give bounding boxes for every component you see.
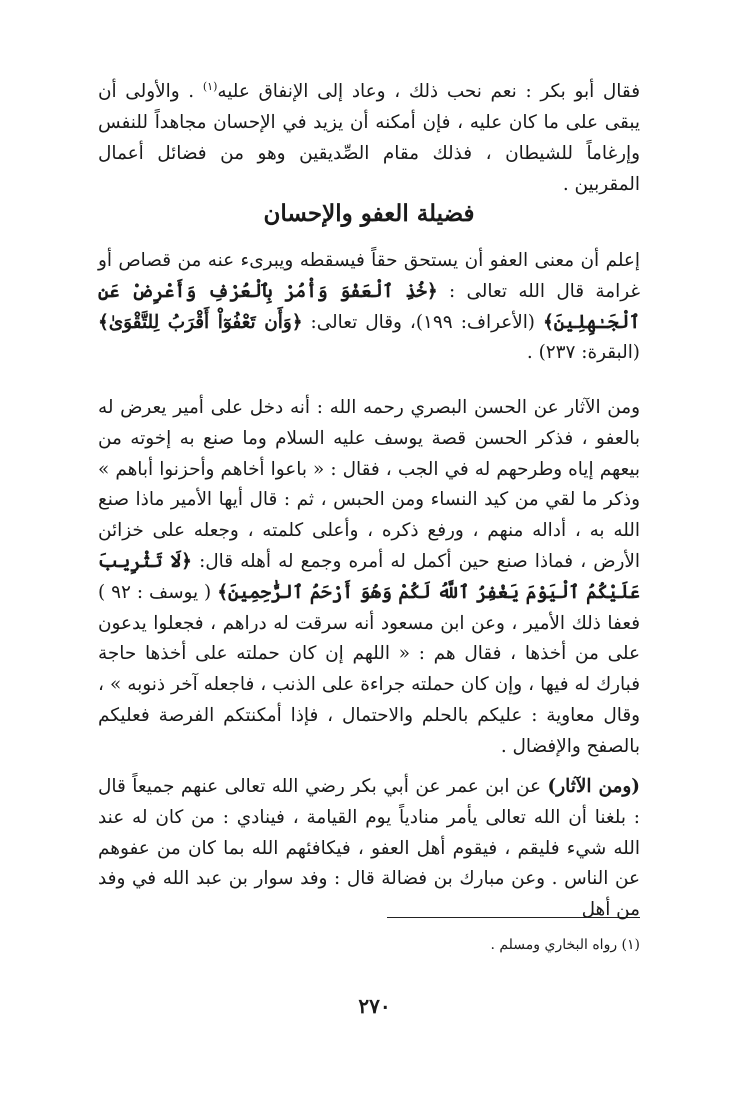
quran-verse-baqara: ﴿وَأَن تَعْفُوٓاْ أَقْرَبُ لِلتَّقْوَىٰ﴾ xyxy=(98,311,303,333)
athar-lead: (ومن الآثار) xyxy=(547,776,640,797)
quran-verse-yusuf: ﴿لَا تَثْرِيبَ عَلَيْكُمُ ٱلْيَوْمَ يَغْفِرُ ٱللَّهُ لَكُمْ وَهُوَ أَرْحَمُ ٱلرَّٰحِمِينَ﴾ xyxy=(98,550,640,603)
verse-reference-end: (البقرة: ٢٣٧) . xyxy=(526,342,640,364)
hasan-text-continued: ( يوسف : ٩٢ ) فعفا ذلك الأمير ، وعن ابن مسعود أنه سرقت له دراهم ، فجعلوا يدعون على من أخذها ، فقال هم : « اللهم إن كان حملته على أخذها حاجة فبارك له فيها ، وإن كان حملته جراءة على الذنب ، فاجعله آخر ذنوبه » ، وقال معاوية : عليكم بالحلم والاحتمال ، فإذا أمكنتكم الفرصة فعليكم بالصفح والإفضال . xyxy=(98,581,640,757)
intro-text-continued: . والأولى أن يبقى على ما كان عليه ، فإن أمكنه أن يزيد في الإحسان مجاهداً للنفس وإرغاماً للشيطان ، فذلك مقام الصِّديقين وهو من فضائل أعمال المقربين . xyxy=(98,81,640,195)
hasan-paragraph xyxy=(98,393,640,763)
athar-paragraph xyxy=(98,772,640,926)
footnote-divider xyxy=(387,917,640,918)
footnote: (١) رواه البخاري ومسلم . xyxy=(490,937,640,953)
intro-text: فقال أبو بكر : نعم نحب ذلك ، وعاد إلى الإنفاق عليه xyxy=(217,81,640,103)
page-number: ٢٧٠ xyxy=(358,994,391,1018)
section-heading: فضيلة العفو والإحسان xyxy=(263,200,475,227)
intro-paragraph xyxy=(98,72,640,200)
verse-reference-text: (الأعراف: ١٩٩)، وقال تعالى: xyxy=(302,311,543,333)
quran-verse-araf: ﴿خُذِ ٱلْعَفْوَ وَأْمُرْ بِٱلْعُرْفِ وَأَعْرِضْ عَنِ ٱلْجَـٰهِلِينَ﴾ xyxy=(98,280,640,333)
athar-text: عن ابن عمر عن أبي بكر رضي الله تعالى عنهم جميعاً قال : بلغنا أن الله تعالى يأمر منادياً يوم القيامة ، فينادي : من كان له عند الله شيء فليقم ، فيقوم أهل العفو ، فيكافئهم الله بما كان من عفوهم عن الناس . وعن مبارك بن فضالة قال : وفد سوار بن عبد الله في وفد من أهل xyxy=(98,776,640,921)
definition-text: إعلم أن معنى العفو أن يستحق حقاً فيسقطه ويبرىء عنه من قصاص أو غرامة قال الله تعالى : xyxy=(98,250,640,302)
footnote-marker: (١) xyxy=(202,80,218,93)
hasan-text: ومن الآثار عن الحسن البصري رحمه الله : أنه دخل على أمير يعرض له بالعفو ، فذكر الحسن قصة يوسف عليه السلام وما صنع به إخوته من بيعهم إياه وطرحهم له في الجب ، فقال : « باعوا أخاهم وأحزنوا أباهم » وذكر ما لقي من كيد النساء ومن الحبس ، ثم : قال أيها الأمير ماذا صنع الله به ، أداله منهم ، ورفع ذكره ، وأعلى كلمته ، وجعله على خزائن الأرض ، فماذا صنع حين أكمل له أمره وجمع له أهله قال: xyxy=(98,397,641,572)
definition-paragraph xyxy=(98,246,640,369)
